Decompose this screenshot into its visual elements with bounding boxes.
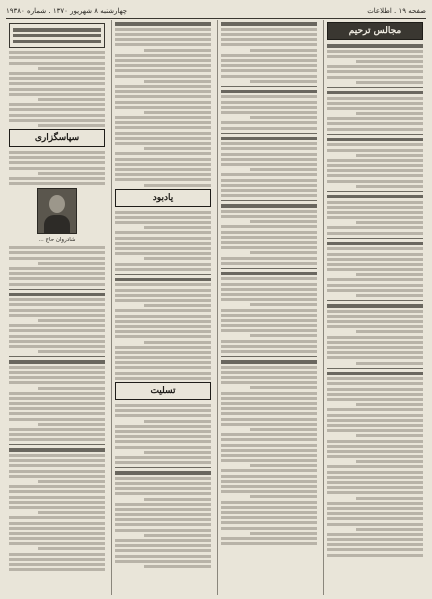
column-2 (217, 20, 320, 595)
top-notice-box (9, 23, 105, 48)
photo-caption: شادروان حاج ... (38, 237, 76, 244)
column-4 (6, 20, 108, 595)
header-majales-tarhim: مجالس ترحیم (327, 22, 423, 40)
columns (6, 20, 426, 595)
portrait-photo (37, 188, 77, 234)
header-sepasgozari: سپاسگزاری (9, 129, 105, 147)
header-yadbood: یادبود (115, 189, 211, 207)
masthead-right: صفحه ۱۹ . اطلاعات (367, 7, 426, 15)
masthead-left: چهارشنبه ۸ شهریور ۱۳۷۰ . شماره ۱۹۳۸۰ (6, 7, 128, 15)
header-tasliyat: تسلیت (115, 382, 211, 400)
column-1 (323, 20, 426, 595)
column-3 (111, 20, 214, 595)
masthead (6, 6, 426, 19)
